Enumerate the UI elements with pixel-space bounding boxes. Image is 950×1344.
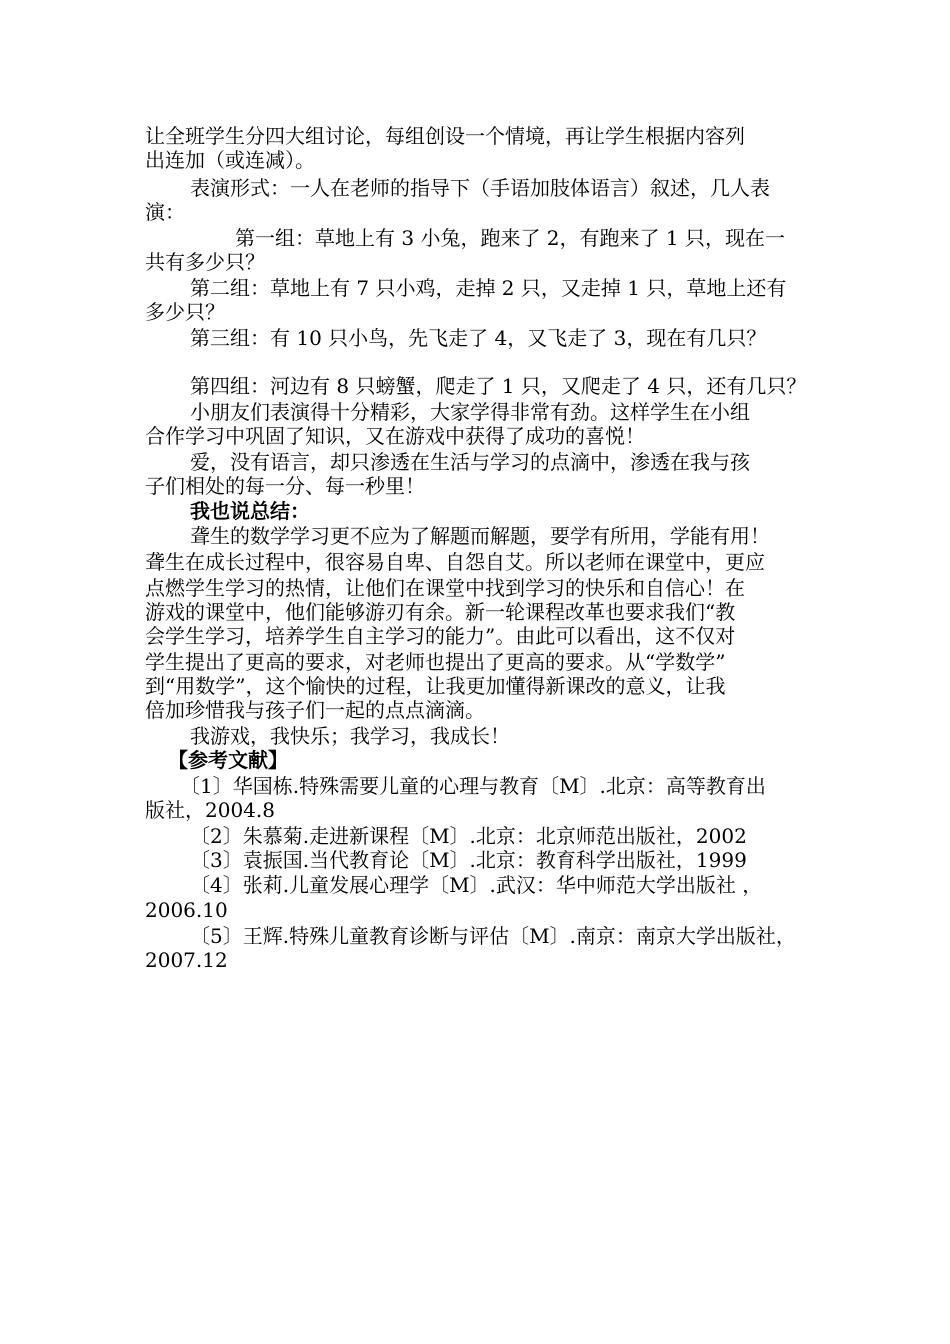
reference-item: 〔5〕王辉.特殊儿童教育诊断与评估〔M〕.南京：南京大学出版社， [190, 924, 796, 948]
paragraph-line: 共有多少只？ [145, 250, 265, 274]
references-heading: 【参考文献】 [168, 748, 288, 772]
paragraph-line: 第三组：有 10 只小鸟，先飞走了 4，又飞走了 3，现在有几只？ [190, 326, 767, 350]
summary-line: 点燃学生学习的热情，让他们在课堂中找到学习的快乐和自信心！在 [145, 576, 745, 600]
paragraph-line: 演： [145, 200, 185, 224]
summary-line: 聋生在成长过程中，很容易自卑、自怨自艾。所以老师在课堂中，更应 [145, 550, 765, 574]
summary-line: 我游戏，我快乐；我学习，我成长！ [190, 724, 510, 748]
reference-item: 〔4〕张莉.儿童发展心理学〔M〕.武汉：华中师范大学出版社 ， [190, 873, 763, 897]
paragraph-line: 第一组：草地上有 3 小兔，跑来了 2，有跑来了 1 只，现在一 [235, 226, 785, 250]
paragraph-line: 表演形式：一人在老师的指导下（手语加肢体语言）叙述，几人表 [190, 176, 770, 200]
reference-item: 〔1〕华国栋.特殊需要儿童的心理与教育〔M〕.北京：高等教育出 [180, 774, 766, 798]
summary-line: 学生提出了更高的要求，对老师也提出了更高的要求。从“学数学” [145, 650, 726, 674]
reference-item: 版社，2004.8 [145, 798, 275, 822]
paragraph-line: 第四组：河边有 8 只螃蟹，爬走了 1 只，又爬走了 4 只，还有几只？ [190, 374, 807, 398]
summary-line: 游戏的课堂中，他们能够游刃有余。新一轮课程改革也要求我们“教 [145, 600, 736, 624]
paragraph-line: 让全班学生分四大组讨论，每组创设一个情境，再让学生根据内容列 [145, 124, 745, 148]
summary-line: 聋生的数学学习更不应为了解题而解题，要学有所用，学能有用！ [190, 524, 770, 548]
reference-item: 〔3〕袁振国.当代教育论〔M〕.北京：教育科学出版社，1999 [190, 848, 747, 872]
paragraph-line: 第二组：草地上有 7 只小鸡，走掉 2 只，又走掉 1 只，草地上还有 [190, 276, 787, 300]
paragraph-line: 子们相处的每一分、每一秒里！ [145, 474, 425, 498]
summary-heading: 我也说总结： [190, 499, 310, 523]
paragraph-line: 爱，没有语言，却只渗透在生活与学习的点滴中，渗透在我与孩 [190, 450, 750, 474]
reference-item: 〔2〕朱慕菊.走进新课程〔M〕.北京：北京师范出版社，2002 [190, 824, 747, 848]
paragraph-line: 多少只？ [145, 300, 225, 324]
paragraph-line: 合作学习中巩固了知识，又在游戏中获得了成功的喜悦！ [145, 424, 645, 448]
summary-line: 倍加珍惜我与孩子们一起的点点滴滴。 [145, 698, 485, 722]
summary-line: 会学生学习，培养学生自主学习的能力”。由此可以看出，这不仅对 [145, 624, 736, 648]
reference-item: 2006.10 [145, 898, 228, 922]
paragraph-line: 小朋友们表演得十分精彩，大家学得非常有劲。这样学生在小组 [190, 400, 750, 424]
paragraph-line: 出连加（或连减）。 [145, 148, 315, 172]
summary-line: 到“用数学”，这个愉快的过程，让我更加懂得新课改的意义，让我 [145, 674, 726, 698]
reference-item: 2007.12 [145, 948, 228, 972]
